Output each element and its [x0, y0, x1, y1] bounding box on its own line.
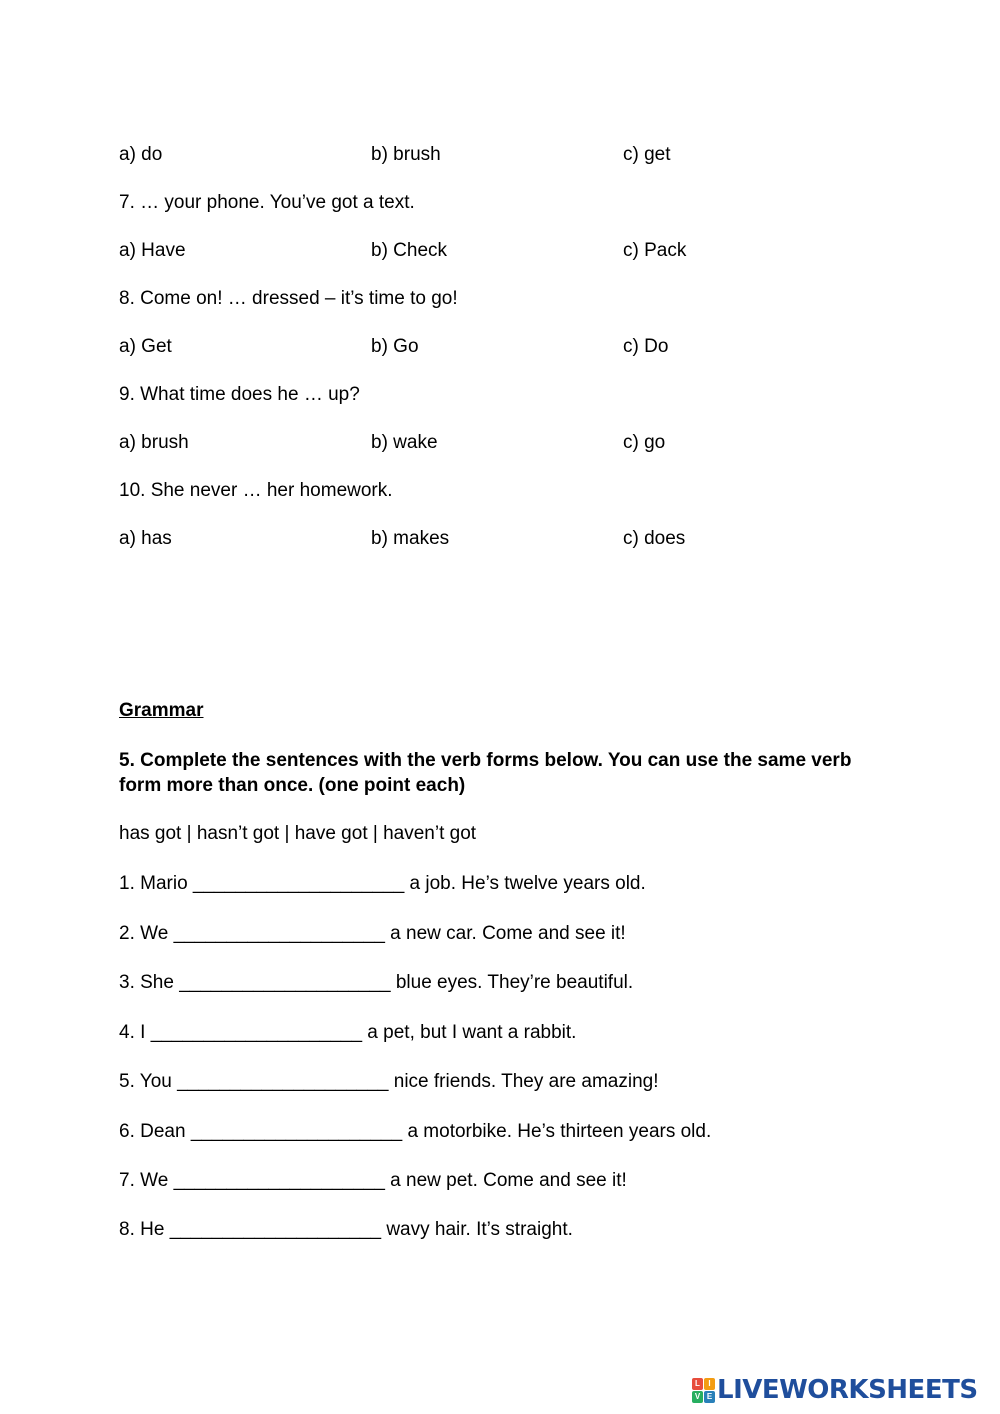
- sentence-1: [119, 872, 646, 896]
- question-9: 9. What time does he … up?: [119, 384, 360, 405]
- q7-options: [119, 239, 879, 263]
- sentence-start: 6. Dean: [119, 1121, 191, 1142]
- option-b[interactable]: b) Check: [371, 240, 448, 261]
- q8-options: [119, 335, 879, 359]
- option-b[interactable]: b) wake: [371, 432, 438, 453]
- question-10: 10. She never … her homework.: [119, 480, 393, 501]
- option-a[interactable]: a) has: [119, 528, 172, 549]
- sentence-start: 7. We: [119, 1170, 174, 1191]
- sentence-end: a new pet. Come and see it!: [384, 1170, 627, 1191]
- sentence-end: a job. He’s twelve years old.: [404, 873, 646, 894]
- sentence-end: a new car. Come and see it!: [384, 923, 626, 944]
- sentence-end: blue eyes. They’re beautiful.: [390, 972, 634, 993]
- answer-blank[interactable]: ____________________: [150, 1022, 363, 1043]
- answer-blank[interactable]: ____________________: [173, 1170, 385, 1191]
- question-8: 8. Come on! … dressed – it’s time to go!: [119, 288, 458, 309]
- q9-options: [119, 431, 879, 455]
- logo-text: LIVEWORKSHEETS: [717, 1375, 978, 1405]
- option-c[interactable]: c) Do: [623, 336, 669, 357]
- grammar-heading: Grammar: [119, 700, 204, 721]
- answer-blank[interactable]: ____________________: [190, 1121, 403, 1142]
- word-bank: has got | hasn’t got | have got | haven’t got: [119, 823, 477, 844]
- option-a[interactable]: a) brush: [119, 432, 189, 453]
- sentence-5: [119, 1070, 658, 1094]
- q6-options: [119, 143, 879, 167]
- logo-tile: V: [692, 1391, 703, 1403]
- option-c[interactable]: c) get: [623, 144, 671, 165]
- sentence-7: [119, 1169, 627, 1193]
- answer-blank[interactable]: ____________________: [173, 923, 385, 944]
- option-c[interactable]: c) Pack: [623, 240, 687, 261]
- liveworksheets-logo-icon: [692, 1378, 714, 1402]
- sentence-end: nice friends. They are amazing!: [388, 1071, 659, 1092]
- option-b[interactable]: b) Go: [371, 336, 419, 357]
- sentence-end: a pet, but I want a rabbit.: [362, 1022, 577, 1043]
- sentence-end: wavy hair. It’s straight.: [381, 1219, 573, 1240]
- logo-tile: E: [704, 1391, 715, 1403]
- liveworksheets-logo: [692, 1374, 978, 1406]
- sentence-4: [119, 1021, 576, 1045]
- option-a[interactable]: a) Have: [119, 240, 186, 261]
- q10-options: [119, 527, 879, 551]
- option-a[interactable]: a) Get: [119, 336, 172, 357]
- logo-tile: L: [692, 1378, 703, 1390]
- sentence-start: 1. Mario: [119, 873, 193, 894]
- sentence-6: [119, 1120, 711, 1144]
- option-c[interactable]: c) does: [623, 528, 686, 549]
- sentence-start: 3. She: [119, 972, 180, 993]
- logo-tile: I: [704, 1378, 715, 1390]
- option-a[interactable]: a) do: [119, 144, 163, 165]
- sentence-start: 2. We: [119, 923, 174, 944]
- option-b[interactable]: b) brush: [371, 144, 441, 165]
- sentence-3: [119, 971, 633, 995]
- sentence-2: [119, 922, 626, 946]
- answer-blank[interactable]: ____________________: [179, 972, 391, 993]
- question-7: 7. … your phone. You’ve got a text.: [119, 192, 415, 213]
- answer-blank[interactable]: ____________________: [192, 873, 405, 894]
- option-c[interactable]: c) go: [623, 432, 666, 453]
- sentence-8: [119, 1218, 573, 1242]
- answer-blank[interactable]: ____________________: [169, 1219, 382, 1240]
- grammar-instruction: 5. Complete the sentences with the verb forms below. You can use the same verb form more than once. (one point each): [119, 750, 852, 796]
- sentence-start: 4. I: [119, 1022, 151, 1043]
- answer-blank[interactable]: ____________________: [177, 1071, 389, 1092]
- sentence-end: a motorbike. He’s thirteen years old.: [402, 1121, 712, 1142]
- sentence-start: 8. He: [119, 1219, 170, 1240]
- option-b[interactable]: b) makes: [371, 528, 450, 549]
- sentence-start: 5. You: [119, 1071, 178, 1092]
